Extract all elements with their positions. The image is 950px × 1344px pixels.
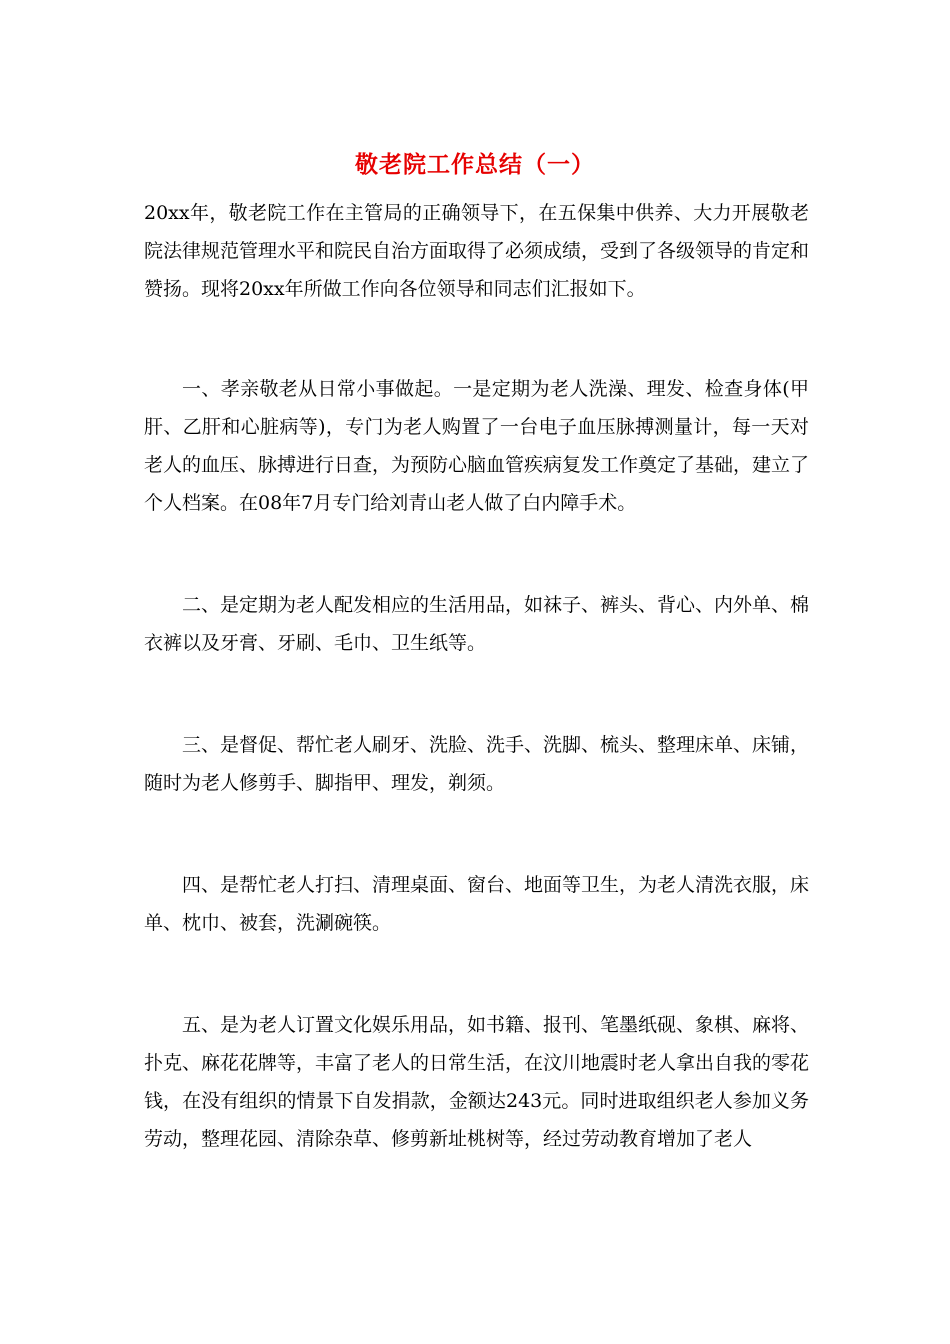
document-title: 敬老院工作总结（一） bbox=[355, 151, 595, 178]
paragraph-intro: 20xx年，敬老院工作在主管局的正确领导下，在五保集中供养、大力开展敬老院法律规范管理水平和院民自治方面取得了必须成绩，受到了各级领导的肯定和赞扬。现将20xx年所做工作向各位领导和同志们汇报如下。 bbox=[144, 202, 810, 300]
paragraph-section-5: 五、是为老人订置文化娱乐用品，如书籍、报刊、笔墨纸砚、象棋、麻将、扑克、麻花花牌等，丰富了老人的日常生活，在汶川地震时老人拿出自我的零花钱，在没有组织的情景下自发捐款，金额达243元。同时进取组织老人参加义务劳动，整理花园、清除杂草、修剪新址桃树等，经过劳动教育增加了老人 bbox=[144, 1014, 810, 1150]
paragraph-section-4: 四、是帮忙老人打扫、清理桌面、窗台、地面等卫生，为老人清洗衣服，床单、枕巾、被套，洗涮碗筷。 bbox=[144, 874, 810, 934]
paragraph-section-2: 二、是定期为老人配发相应的生活用品，如袜子、裤头、背心、内外单、棉衣裤以及牙膏、牙刷、毛巾、卫生纸等。 bbox=[144, 594, 810, 654]
paragraph-section-1: 一、孝亲敬老从日常小事做起。一是定期为老人洗澡、理发、检查身体(甲肝、乙肝和心脏病等)，专门为老人购置了一台电子血压脉搏测量计，每一天对老人的血压、脉搏进行日查，为预防心脑血管疾病复发工作奠定了基础，建立了个人档案。在08年7月专门给刘青山老人做了白内障手术。 bbox=[144, 378, 810, 514]
paragraph-section-3: 三、是督促、帮忙老人刷牙、洗脸、洗手、洗脚、梳头、整理床单、床铺，随时为老人修剪手、脚指甲、理发，剃须。 bbox=[144, 734, 810, 794]
